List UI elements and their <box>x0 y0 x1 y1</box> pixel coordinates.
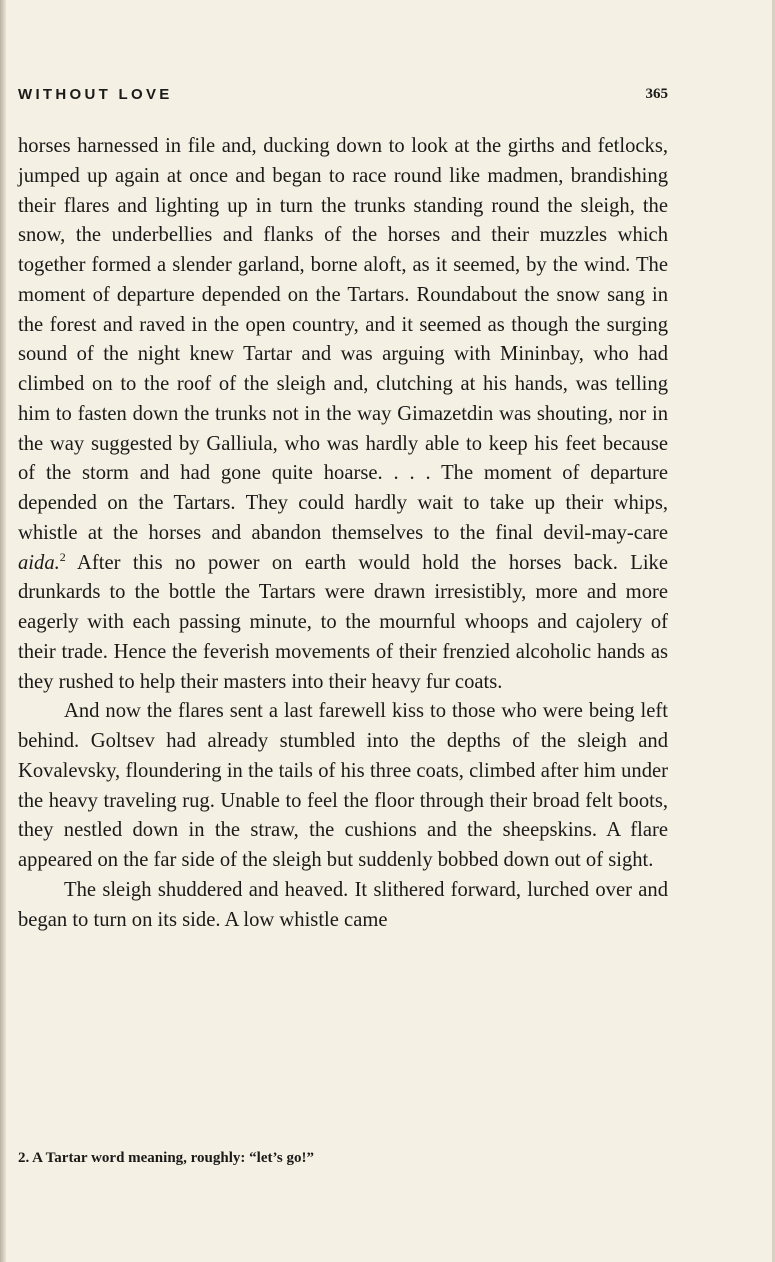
footnote-ref: 2 <box>59 549 66 564</box>
running-head: WITHOUT LOVE <box>18 86 173 103</box>
footnote: 2. A Tartar word meaning, roughly: “let’s go!” <box>18 1150 314 1166</box>
body-text <box>18 132 668 935</box>
italic-term: aida. <box>18 551 60 574</box>
paragraph-1-text-b: After this no power on earth would hold the horses back. Like drunkards to the bottle the Tartars were drawn irresistibly, more and more eagerly with each passing minute, to the mournful whoops and cajolery of their trade. Hence the feverish movements of their frenzied alcoholic hands as they rushed to help their masters into their heavy fur coats. <box>18 551 668 693</box>
paragraph-1 <box>18 132 668 697</box>
paragraph-3: The sleigh shuddered and heaved. It slithered forward, lurched over and began to turn on its side. A low whistle came <box>18 878 668 931</box>
page-number: 365 <box>645 86 668 102</box>
page-header <box>18 86 668 110</box>
paragraph-2: And now the flares sent a last farewell kiss to those who were being left behind. Goltsev had already stumbled into the depths of the sleigh and Kovalevsky, floundering in the tails of his three coats, climbed after him under the heavy traveling rug. Unable to feel the floor through their broad felt boots, they nestled down in the straw, the cushions and the sheepskins. A flare appeared on the far side of the sleigh but suddenly bobbed down out of sight. <box>18 700 668 871</box>
binding-gutter <box>0 0 6 1262</box>
paragraph-1-text-a: horses harnessed in file and, ducking down to look at the girths and fetlocks, jumped up again at once and began to race round like madmen, brandishing their flares and lighting up in turn the trunks standing round the sleigh, the snow, the underbellies and flanks of the horses and their muzzles which together formed a slender garland, borne aloft, as it seemed, by the wind. The moment of departure depended on the Tartars. Roundabout the snow sang in the forest and raved in the open country, and it seemed as though the surging sound of the night knew Tartar and was arguing with Mininbay, who had climbed on to the roof of the sleigh and, clutching at his hands, was telling him to fasten down the trunks not in the way Gimazetdin was shouting, nor in the way suggested by Galliula, who was hardly able to keep his feet because of the storm and had gone quite hoarse. . . . The moment of departure depended on the Tartars. They could hardly wait to take up their whips, whistle at the horses and abandon themselves to the final devil-may-care <box>18 135 668 544</box>
